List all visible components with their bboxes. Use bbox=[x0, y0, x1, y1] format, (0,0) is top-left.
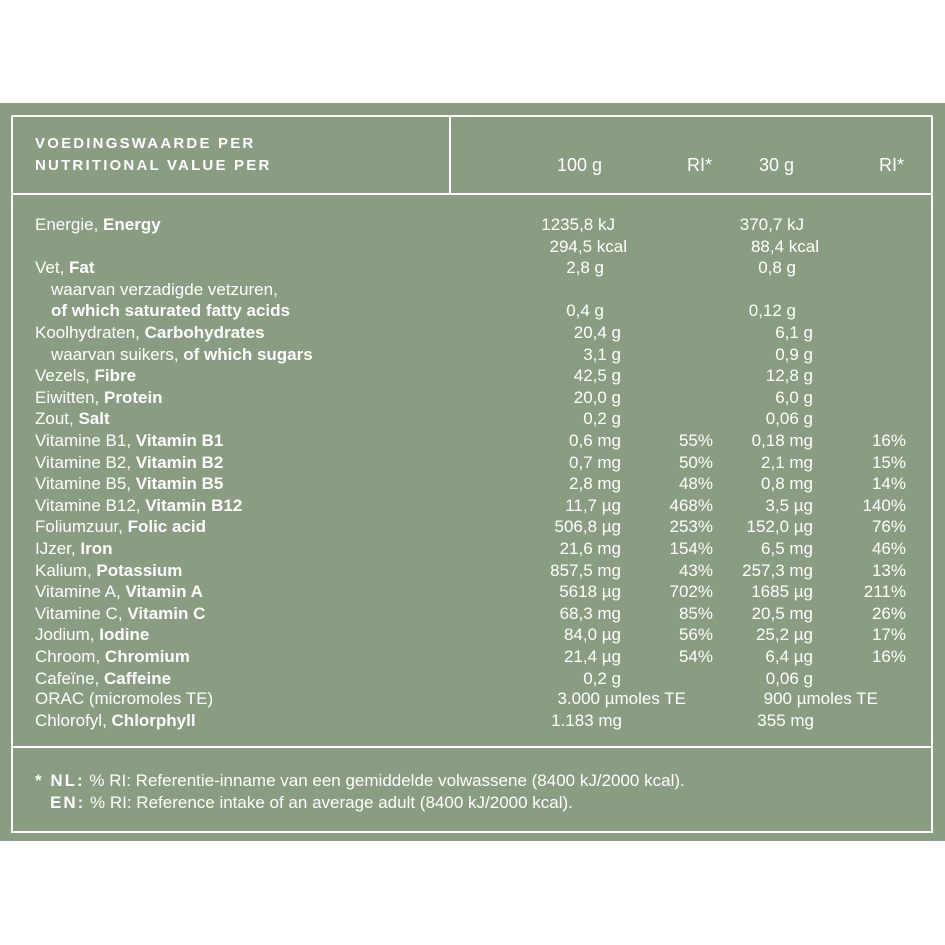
value-30g: 0,06 g bbox=[765, 669, 813, 688]
row-label: Vitamine B1, Vitamin B1 bbox=[35, 431, 224, 450]
column-header-ri-100g: RI* bbox=[687, 155, 713, 175]
value-100g: 2,8 mg bbox=[569, 474, 621, 493]
value-30g: 0,9 g bbox=[775, 345, 813, 364]
row-label: Vitamine B5, Vitamin B5 bbox=[35, 474, 224, 493]
row-label: waarvan suikers, of which sugars bbox=[51, 345, 313, 364]
orac-30g: 900 µmoles TE bbox=[763, 689, 878, 708]
value-100g: 506,8 µg bbox=[554, 517, 621, 536]
ri-100g: 702% bbox=[669, 582, 713, 601]
row-label: Eiwitten, Protein bbox=[35, 388, 163, 407]
ri-100g: 85% bbox=[678, 604, 713, 623]
ri-30g: 140% bbox=[862, 496, 906, 515]
header-divider bbox=[13, 193, 931, 195]
saturated-30g: 0,12 g bbox=[748, 301, 796, 320]
ri-30g: 76% bbox=[871, 517, 906, 536]
row-label: Chroom, Chromium bbox=[35, 647, 190, 666]
row-label: Vet, Fat bbox=[35, 258, 95, 277]
footnote-en: EN: % RI: Reference intake of an average adult (8400 kJ/2000 kcal). bbox=[50, 793, 573, 812]
value-30g: 6,5 mg bbox=[761, 539, 813, 558]
ri-100g: 56% bbox=[678, 625, 713, 644]
ri-30g: 13% bbox=[871, 561, 906, 580]
saturated-100g: 0,4 g bbox=[566, 301, 604, 320]
row-label: ORAC (micromoles TE) bbox=[35, 689, 214, 708]
value-30g: 20,5 mg bbox=[751, 604, 813, 623]
row-label: Kalium, Potassium bbox=[35, 561, 183, 580]
value-30g: 152,0 µg bbox=[746, 517, 813, 536]
ri-100g: 43% bbox=[678, 561, 713, 580]
value-100g: 0,6 mg bbox=[569, 431, 621, 450]
row-label: Koolhydraten, Carbohydrates bbox=[35, 323, 265, 342]
value-100g: 20,0 g bbox=[573, 388, 621, 407]
ri-30g: 17% bbox=[871, 625, 906, 644]
ri-100g: 48% bbox=[678, 474, 713, 493]
row-label: Cafeïne, Caffeine bbox=[35, 669, 172, 688]
value-100g: 5618 µg bbox=[559, 582, 621, 601]
energy-kj-100g: 1235,8 kJ bbox=[541, 215, 615, 234]
footer-divider bbox=[13, 746, 931, 748]
row-label: Zout, Salt bbox=[35, 409, 110, 428]
header-title-nl: VOEDINGSWAARDE PER bbox=[35, 135, 256, 152]
value-30g: 0,8 mg bbox=[761, 474, 813, 493]
value-30g: 6,0 g bbox=[775, 388, 813, 407]
value-30g: 6,1 g bbox=[775, 323, 813, 342]
orac-100g: 3.000 µmoles TE bbox=[557, 689, 686, 708]
nutrition-table-frame bbox=[11, 115, 933, 833]
value-30g: 2,1 mg bbox=[761, 453, 813, 472]
value-30g: 257,3 mg bbox=[742, 561, 813, 580]
value-30g: 0,18 mg bbox=[751, 431, 813, 450]
ri-30g: 46% bbox=[871, 539, 906, 558]
ri-30g: 211% bbox=[863, 582, 906, 601]
chlorophyll-100g: 1.183 mg bbox=[551, 711, 622, 730]
row-label: waarvan verzadigde vetzuren, bbox=[51, 280, 278, 299]
fat-100g: 2,8 g bbox=[566, 258, 604, 277]
row-label: Energie, Energy bbox=[35, 215, 161, 234]
value-30g: 1685 µg bbox=[751, 582, 813, 601]
ri-100g: 253% bbox=[669, 517, 713, 536]
ri-30g: 16% bbox=[871, 647, 906, 666]
ri-100g: 154% bbox=[669, 539, 713, 558]
value-100g: 20,4 g bbox=[573, 323, 621, 342]
row-label: Jodium, Iodine bbox=[35, 625, 150, 644]
value-100g: 21,6 mg bbox=[559, 539, 621, 558]
value-30g: 6,4 µg bbox=[765, 647, 813, 666]
row-label: Vitamine C, Vitamin C bbox=[35, 604, 206, 623]
energy-kj-30g: 370,7 kJ bbox=[739, 215, 804, 234]
row-label: of which saturated fatty acids bbox=[51, 301, 290, 320]
chlorophyll-30g: 355 mg bbox=[757, 711, 814, 730]
ri-100g: 468% bbox=[669, 496, 713, 515]
value-100g: 0,7 mg bbox=[569, 453, 621, 472]
value-100g: 42,5 g bbox=[573, 366, 621, 385]
row-label: Vitamine A, Vitamin A bbox=[35, 582, 203, 601]
ri-100g: 55% bbox=[678, 431, 713, 450]
column-header-ri-30g: RI* bbox=[879, 155, 905, 175]
value-100g: 857,5 mg bbox=[550, 561, 621, 580]
ri-30g: 14% bbox=[871, 474, 906, 493]
column-header-30g: 30 g bbox=[759, 155, 795, 175]
row-label: Vitamine B2, Vitamin B2 bbox=[35, 453, 224, 472]
value-30g: 0,06 g bbox=[765, 409, 813, 428]
value-100g: 68,3 mg bbox=[559, 604, 621, 623]
header-title-en: NUTRITIONAL VALUE PER bbox=[35, 157, 272, 174]
row-label: Foliumzuur, Folic acid bbox=[35, 517, 207, 536]
ri-30g: 15% bbox=[871, 453, 906, 472]
value-100g: 0,2 g bbox=[583, 669, 621, 688]
energy-kcal-30g: 88,4 kcal bbox=[750, 237, 819, 256]
column-header-100g: 100 g bbox=[557, 155, 603, 175]
value-100g: 21,4 µg bbox=[563, 647, 621, 666]
value-30g: 12,8 g bbox=[765, 366, 813, 385]
footnote-nl: * NL: % RI: Referentie-inname van een gemiddelde volwassene (8400 kJ/2000 kcal). bbox=[35, 771, 685, 790]
ri-30g: 16% bbox=[871, 431, 906, 450]
header-column-divider bbox=[449, 117, 451, 195]
value-100g: 0,2 g bbox=[583, 409, 621, 428]
row-label: Vezels, Fibre bbox=[35, 366, 137, 385]
value-100g: 3,1 g bbox=[583, 345, 621, 364]
value-30g: 25,2 µg bbox=[755, 625, 813, 644]
row-label: Vitamine B12, Vitamin B12 bbox=[35, 496, 243, 515]
value-30g: 3,5 µg bbox=[765, 496, 813, 515]
fat-30g: 0,8 g bbox=[758, 258, 796, 277]
ri-100g: 50% bbox=[678, 453, 713, 472]
value-100g: 84,0 µg bbox=[563, 625, 621, 644]
row-label: IJzer, Iron bbox=[35, 539, 113, 558]
ri-100g: 54% bbox=[678, 647, 713, 666]
row-label: Chlorofyl, Chlorphyll bbox=[35, 711, 196, 730]
energy-kcal-100g: 294,5 kcal bbox=[549, 237, 627, 256]
value-100g: 11,7 µg bbox=[565, 496, 621, 515]
ri-30g: 26% bbox=[871, 604, 906, 623]
nutrition-panel bbox=[0, 103, 945, 841]
